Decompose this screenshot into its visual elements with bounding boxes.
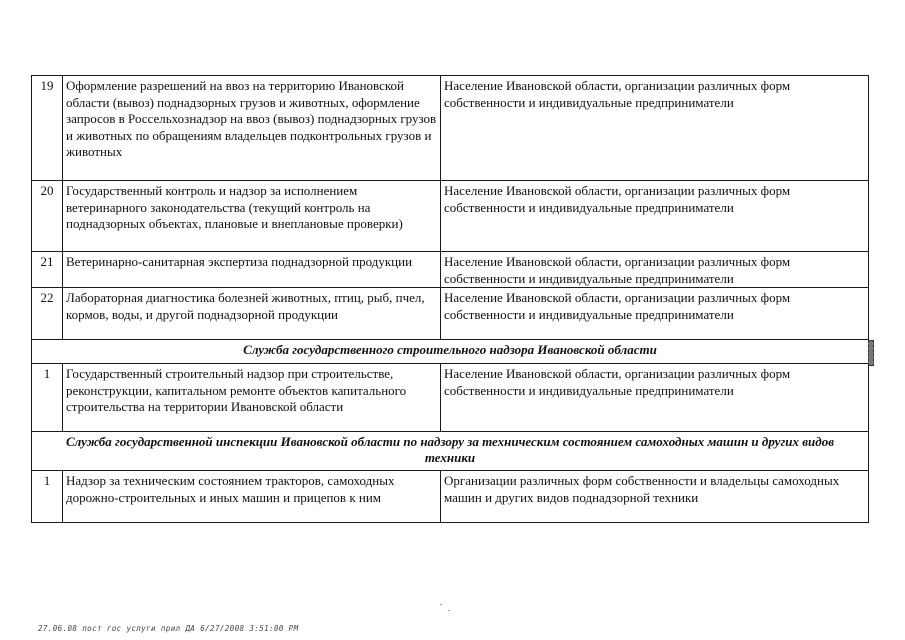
row-number: 20 xyxy=(32,181,63,252)
service-audience: Население Ивановской области, организации различных форм собственности и индивидуальные предприниматели xyxy=(441,288,869,340)
service-name: Ветеринарно-санитарная экспертиза поднадзорной продукции xyxy=(63,252,441,288)
service-name: Оформление разрешений на ввоз на территорию Ивановской области (вывоз) поднадзорных грузов и животных, оформление запросов в Россельхознадзор на ввоз (вывоз) поднадзорных грузов и животных по обращениям владельцев подконтрольных грузов и животных xyxy=(63,76,441,181)
section-title: Служба государственного строительного надзора Ивановской области xyxy=(32,340,869,364)
service-name: Государственный контроль и надзор за исполнением ветеринарного законодательства (текущий контроль на поднадзорных объектах, плановые и внеплановые проверки) xyxy=(63,181,441,252)
row-number: 19 xyxy=(32,76,63,181)
row-number: 1 xyxy=(32,364,63,432)
row-number: 1 xyxy=(32,471,63,523)
service-audience: Население Ивановской области, организации различных форм собственности и индивидуальные предприниматели xyxy=(441,181,869,252)
table-row xyxy=(32,76,869,181)
service-audience: Население Ивановской области, организации различных форм собственности и индивидуальные предприниматели xyxy=(441,252,869,288)
section-header-machinery xyxy=(32,432,869,471)
table-row xyxy=(32,252,869,288)
service-audience: Население Ивановской области, организации различных форм собственности и индивидуальные предприниматели xyxy=(441,76,869,181)
document-footer: 27.06.08 пост гос услуги прил ДА 6/27/2008 3:51:00 PM xyxy=(38,624,299,633)
services-table xyxy=(31,75,869,523)
service-audience: Население Ивановской области, организации различных форм собственности и индивидуальные предприниматели xyxy=(441,364,869,432)
service-name: Лабораторная диагностика болезней животных, птиц, рыб, пчел, кормов, воды, и другой поднадзорной продукции xyxy=(63,288,441,340)
service-name: Надзор за техническим состоянием тракторов, самоходных дорожно-строительных и иных машин и прицепов к ним xyxy=(63,471,441,523)
section-title: Служба государственной инспекции Ивановской области по надзору за техническим состоянием самоходных машин и других видов техники xyxy=(32,432,869,471)
row-number: 21 xyxy=(32,252,63,288)
scan-speck xyxy=(448,610,450,611)
scan-edge-mark xyxy=(868,340,874,366)
table-row xyxy=(32,288,869,340)
service-audience: Организации различных форм собственности и владельцы самоходных машин и других видов поднадзорной техники xyxy=(441,471,869,523)
scan-speck xyxy=(440,604,442,605)
row-number: 22 xyxy=(32,288,63,340)
table-row xyxy=(32,471,869,523)
section-header-construction xyxy=(32,340,869,364)
table-row xyxy=(32,181,869,252)
table-row xyxy=(32,364,869,432)
service-name: Государственный строительный надзор при строительстве, реконструкции, капитальном ремонте объектов капитального строительства на территории Ивановской области xyxy=(63,364,441,432)
